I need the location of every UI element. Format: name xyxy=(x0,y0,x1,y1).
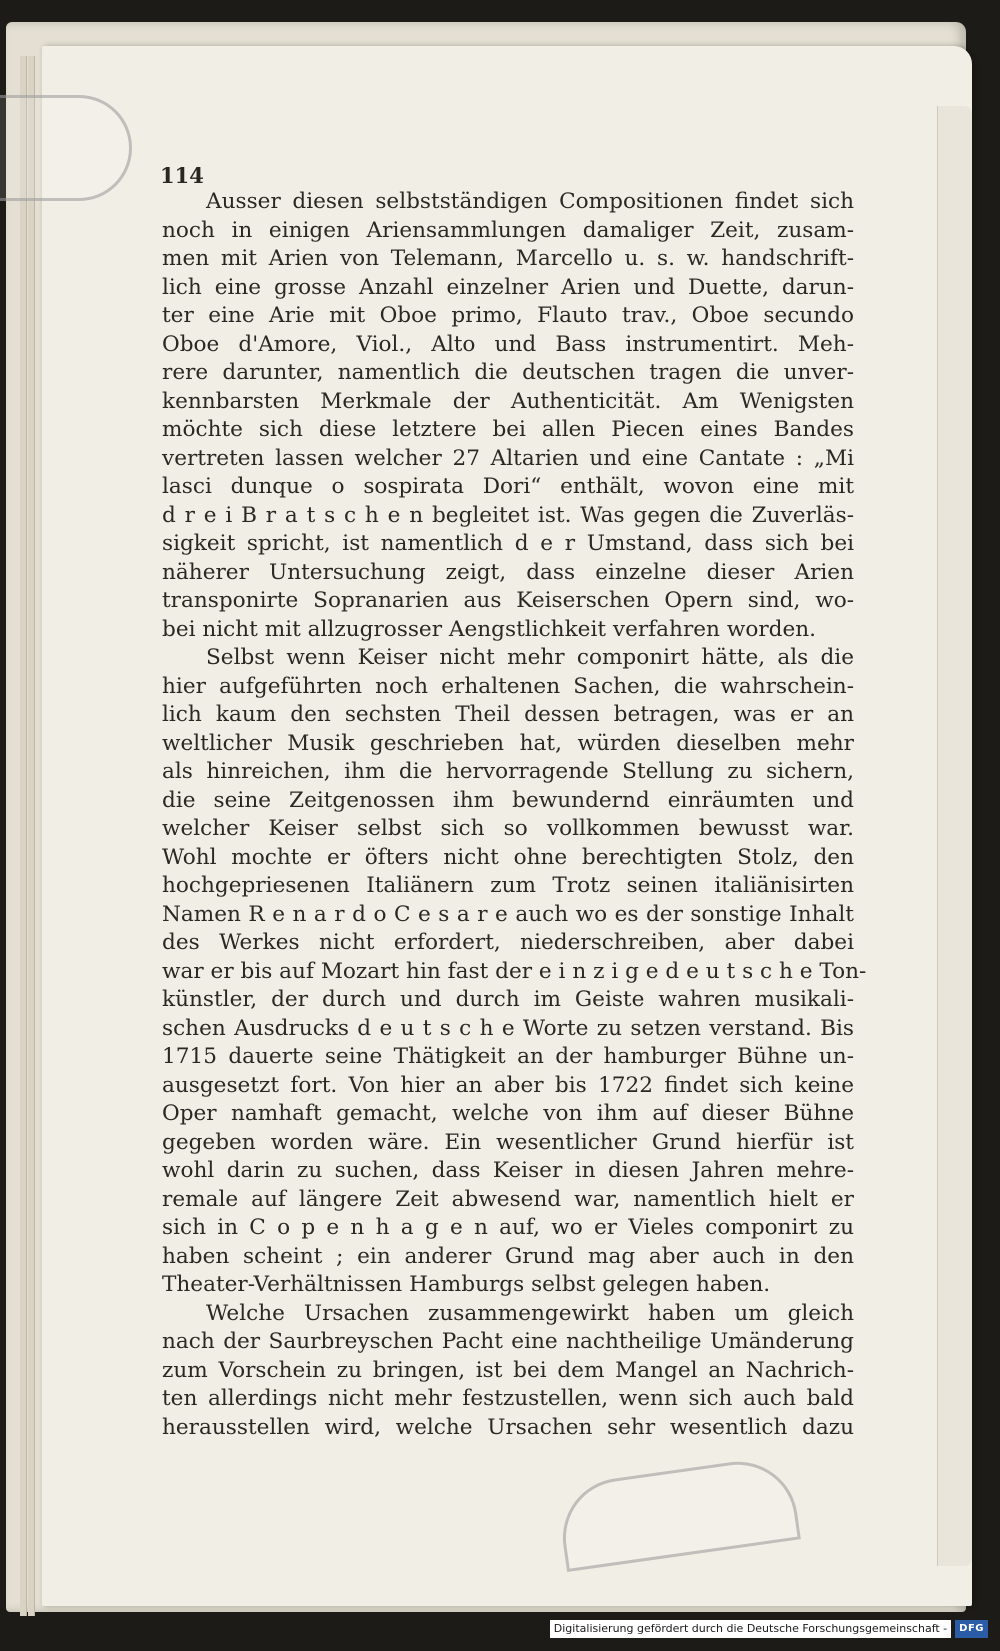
text-line: Namen R e n a r d o C e s a r e auch wo es der sonstige Inhalt xyxy=(162,901,854,927)
text-line: transponirte Sopranarien aus Keiserschen Opern sind, wo- xyxy=(162,588,854,613)
text-line: gegeben worden wäre. Ein wesentlicher Grund hierfür ist xyxy=(162,1129,854,1155)
text-line: war er bis auf Mozart hin fast der e i n z i g e d e u t s c h e Ton- xyxy=(162,958,867,984)
page-number: 114 xyxy=(160,163,204,188)
text-line: ter eine Arie mit Oboe primo, Flauto trav., Oboe secundo xyxy=(162,303,854,328)
text-line: ten allerdings nicht mehr festzustellen, wenn sich auch bald xyxy=(162,1386,854,1411)
text-line: nach der Saurbreyschen Pacht eine nachtheilige Umänderung xyxy=(162,1329,854,1354)
text-line: Welche Ursachen zusammengewirkt haben um gleich xyxy=(206,1300,854,1326)
text-line: Theater-Verhältnissen Hamburgs selbst gelegen haben. xyxy=(162,1272,771,1297)
text-line: remale auf längere Zeit abwesend war, namentlich hielt er xyxy=(162,1186,854,1212)
text-line: als hinreichen, ihm die hervorragende Stellung zu sichern, xyxy=(162,759,854,784)
text-line: lich kaum den sechsten Theil dessen betragen, was er an xyxy=(162,702,854,727)
facing-page-edge xyxy=(937,106,972,1566)
funding-notice: Digitalisierung gefördert durch die Deutsche Forschungsgemeinschaft - xyxy=(550,1620,951,1638)
text-line: 1715 dauerte seine Thätigkeit an der hamburger Bühne un- xyxy=(162,1044,854,1069)
text-line: künstler, der durch und durch im Geiste wahren musikali- xyxy=(162,987,854,1012)
text-line: schen Ausdrucks d e u t s c h e Worte zu setzen verstand. Bis xyxy=(162,1015,854,1041)
text-line: herausstellen wird, welche Ursachen sehr wesentlich dazu xyxy=(162,1414,854,1440)
text-line: Selbst wenn Keiser nicht mehr componirt hätte, als die xyxy=(206,645,854,670)
text-line: rere darunter, namentlich die deutschen tragen die unver- xyxy=(162,360,854,385)
text-line: kennbarsten Merkmale der Authenticität. Am Wenigsten xyxy=(162,388,854,414)
text-line: lasci dunque o sospirata Dori“ enthält, wovon eine mit xyxy=(162,474,854,499)
text-line: wohl darin zu suchen, dass Keiser in diesen Jahren mehre- xyxy=(162,1158,854,1183)
text-line: die seine Zeitgenossen ihm bewundernd einräumten und xyxy=(162,787,854,813)
text-line: weltlicher Musik geschrieben hat, würden dieselben mehr xyxy=(162,730,854,756)
text-line: noch in einigen Ariensammlungen damaliger Zeit, zusam- xyxy=(162,217,854,243)
page-edge xyxy=(20,56,27,1616)
page-clip-top xyxy=(0,95,132,201)
text-line: ausgesetzt fort. Von hier an aber bis 1722 findet sich keine xyxy=(162,1072,854,1098)
text-line: Ausser diesen selbstständigen Compositionen findet sich xyxy=(206,189,854,214)
text-line: bei nicht mit allzugrosser Aengstlichkeit verfahren worden. xyxy=(162,616,817,642)
digitization-footer xyxy=(550,1619,988,1639)
text-line: Wohl mochte er öfters nicht ohne berechtigten Stolz, den xyxy=(162,844,854,870)
text-line: Oper namhaft gemacht, welche von ihm auf dieser Bühne xyxy=(162,1101,854,1126)
text-line: lich eine grosse Anzahl einzelner Arien und Duette, darun- xyxy=(162,274,854,300)
text-line: sich in C o p e n h a g e n auf, wo er Vieles componirt zu xyxy=(162,1215,854,1240)
text-line: sigkeit spricht, ist namentlich d e r Umstand, dass sich bei xyxy=(162,531,854,556)
text-line: Oboe d'Amore, Viol., Alto und Bass instrumentirt. Meh- xyxy=(162,331,854,357)
text-line: möchte sich diese letztere bei allen Piecen eines Bandes xyxy=(162,417,854,442)
text-line: men mit Arien von Telemann, Marcello u. s. w. handschrift- xyxy=(162,246,854,271)
text-line: hochgepriesenen Italiänern zum Trotz seinen italiänisirten xyxy=(162,873,854,898)
text-line: zum Vorschein zu bringen, ist bei dem Mangel an Nachrich- xyxy=(162,1357,854,1383)
page-edge xyxy=(28,56,35,1616)
text-line: welcher Keiser selbst sich so vollkommen bewusst war. xyxy=(162,816,854,841)
text-line: haben scheint ; ein anderer Grund mag aber auch in den xyxy=(162,1243,854,1269)
text-line: näherer Untersuchung zeigt, dass einzelne dieser Arien xyxy=(162,559,854,585)
text-line: vertreten lassen welcher 27 Altarien und eine Cantate : „Mi xyxy=(162,445,854,471)
dfg-logo: DFG xyxy=(955,1620,988,1638)
body-text xyxy=(162,188,867,1442)
text-line: des Werkes nicht erfordert, niederschreiben, aber dabei xyxy=(162,930,854,955)
text-line: hier aufgeführten noch erhaltenen Sachen, die wahrschein- xyxy=(162,673,854,699)
text-line: d r e i B r a t s c h e n begleitet ist. Was gegen die Zuverläs- xyxy=(162,502,854,528)
